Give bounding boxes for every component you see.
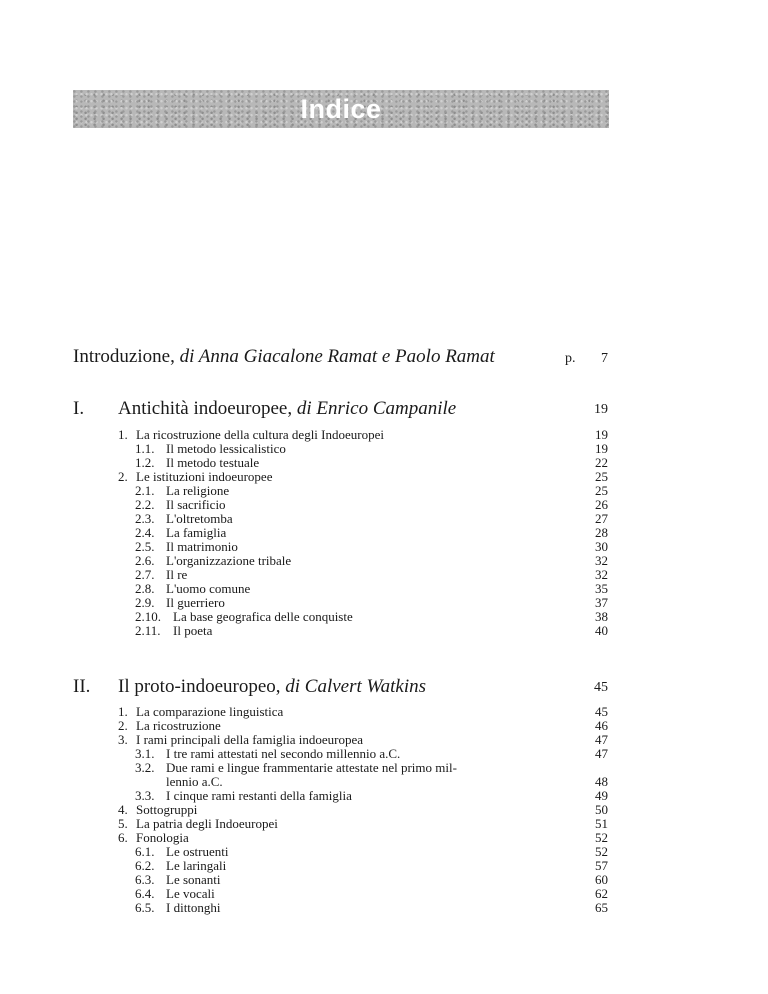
entry-page: 40: [595, 623, 608, 638]
toc-entry: [0, 568, 768, 582]
intro-page: 7: [601, 351, 608, 366]
entry-page: 35: [595, 581, 608, 596]
toc-entry: [0, 498, 768, 512]
entry-page: 25: [595, 469, 608, 484]
entry-page: 37: [595, 595, 608, 610]
entry-number: 6.5.: [135, 900, 155, 915]
entry-text: Il metodo testuale: [166, 455, 260, 470]
entry-number: 3.3.: [135, 788, 155, 803]
entry-text: Il poeta: [173, 623, 213, 638]
chapter-title: Il proto-indoeuropeo,: [118, 676, 281, 697]
toc-entry: [0, 554, 768, 568]
intro-entry: [73, 346, 495, 368]
entry-number: 3.1.: [135, 746, 155, 761]
entry-page: 26: [595, 497, 608, 512]
toc-entry: [0, 845, 768, 859]
toc-entry: [0, 887, 768, 901]
entry-page: 38: [595, 609, 608, 624]
toc-entry: [0, 733, 768, 747]
toc-entry: [0, 484, 768, 498]
entry-number: 5.: [118, 816, 128, 831]
toc-entry: [0, 428, 768, 442]
entry-page: 32: [595, 567, 608, 582]
entry-text: Le ostruenti: [166, 844, 229, 859]
entry-number: 2.2.: [135, 497, 155, 512]
page-abbrev-label: p.: [565, 351, 576, 366]
entry-page: 46: [595, 718, 608, 733]
toc-entry: [0, 456, 768, 470]
toc-entry-continuation: [0, 775, 768, 789]
entry-page: 49: [595, 788, 608, 803]
entry-text: La famiglia: [166, 525, 227, 540]
entry-number: 2.8.: [135, 581, 155, 596]
entry-page: 62: [595, 886, 608, 901]
toc-entry: [0, 470, 768, 484]
toc-entry: [0, 789, 768, 803]
entry-page: 57: [595, 858, 608, 873]
toc-entry: [0, 540, 768, 554]
entry-number: 2.1.: [135, 483, 155, 498]
entry-number: 6.4.: [135, 886, 155, 901]
entry-number: 4.: [118, 802, 128, 817]
entry-number: 6.2.: [135, 858, 155, 873]
entry-text: Le sonanti: [166, 872, 221, 887]
entry-number: 2.6.: [135, 553, 155, 568]
entry-text: I dittonghi: [166, 900, 221, 915]
entry-page: 48: [595, 774, 608, 789]
entry-number: 2.: [118, 718, 128, 733]
entry-text: Il metodo lessicalistico: [166, 441, 286, 456]
entry-number: 6.: [118, 830, 128, 845]
toc-entry: [0, 859, 768, 873]
entry-text: Le vocali: [166, 886, 215, 901]
entry-number: 1.: [118, 704, 128, 719]
chapter-heading: [118, 676, 426, 698]
entry-text: La religione: [166, 483, 230, 498]
toc-entry: [0, 705, 768, 719]
entry-page: 47: [595, 732, 608, 747]
intro-authors: di Anna Giacalone Ramat e Paolo Ramat: [179, 346, 495, 367]
entry-text: L'organizzazione tribale: [166, 553, 292, 568]
entry-number: 3.2.: [135, 760, 155, 775]
chapter-number: II.: [73, 676, 91, 697]
entry-text: Due rami e lingue frammentarie attestate nel primo mil-: [166, 760, 457, 775]
entry-text: I rami principali della famiglia indoeuropea: [136, 732, 364, 747]
entry-number: 2.5.: [135, 539, 155, 554]
chapter-page: 19: [594, 402, 608, 417]
toc-entry: [0, 582, 768, 596]
entry-number: 6.1.: [135, 844, 155, 859]
toc-entry: [0, 442, 768, 456]
entry-text: L'oltretomba: [166, 511, 233, 526]
entry-text: Il matrimonio: [166, 539, 238, 554]
entry-text: La comparazione linguistica: [136, 704, 284, 719]
entry-text: I tre rami attestati nel secondo millennio a.C.: [166, 746, 401, 761]
intro-title: Introduzione,: [73, 346, 175, 367]
entry-text: L'uomo comune: [166, 581, 251, 596]
entry-page: 32: [595, 553, 608, 568]
entry-number: 2.11.: [135, 623, 161, 638]
entry-page: 22: [595, 455, 608, 470]
entry-text: La ricostruzione della cultura degli Indoeuropei: [136, 427, 384, 442]
entry-text: La patria degli Indoeuropei: [136, 816, 278, 831]
chapter-author: di Enrico Campanile: [296, 398, 457, 419]
chapter-heading: [118, 398, 456, 420]
toc-entry: [0, 512, 768, 526]
entry-page: 19: [595, 427, 608, 442]
chapter-title: Antichità indoeuropee,: [118, 398, 293, 419]
entry-number: 1.: [118, 427, 128, 442]
title-banner: [73, 90, 609, 128]
entry-number: 2.: [118, 469, 128, 484]
entry-text: Le istituzioni indoeuropee: [136, 469, 273, 484]
entry-text: Il sacrificio: [166, 497, 226, 512]
chapter-number: I.: [73, 398, 85, 419]
entry-page: 25: [595, 483, 608, 498]
entry-page: 52: [595, 830, 608, 845]
toc-entry: [0, 719, 768, 733]
entry-number: 3.: [118, 732, 128, 747]
entry-number: 2.10.: [135, 609, 161, 624]
entry-text: La ricostruzione: [136, 718, 221, 733]
entry-text: lennio a.C.: [166, 774, 223, 789]
entry-number: 2.3.: [135, 511, 155, 526]
entry-page: 51: [595, 816, 608, 831]
entry-page: 28: [595, 525, 608, 540]
entry-number: 2.4.: [135, 525, 155, 540]
entry-page: 52: [595, 844, 608, 859]
entry-text: La base geografica delle conquiste: [173, 609, 353, 624]
entry-number: 2.7.: [135, 567, 155, 582]
entry-number: 1.1.: [135, 441, 155, 456]
toc-entry: [0, 610, 768, 624]
entry-page: 19: [595, 441, 608, 456]
toc-entry: [0, 624, 768, 638]
entry-page: 50: [595, 802, 608, 817]
toc-entry: [0, 596, 768, 610]
toc-entry: [0, 747, 768, 761]
toc-entry: [0, 831, 768, 845]
entry-text: Il guerriero: [166, 595, 225, 610]
entry-page: 65: [595, 900, 608, 915]
entry-page: 60: [595, 872, 608, 887]
entry-text: Il re: [166, 567, 188, 582]
toc-entry: [0, 803, 768, 817]
chapter-author: di Calvert Watkins: [285, 676, 427, 697]
toc-entry: [0, 901, 768, 915]
entry-page: 47: [595, 746, 608, 761]
entry-page: 45: [595, 704, 608, 719]
chapter-page: 45: [594, 680, 608, 695]
page-title: Indice: [300, 94, 382, 124]
entry-number: 2.9.: [135, 595, 155, 610]
entry-page: 30: [595, 539, 608, 554]
entry-page: 27: [595, 511, 608, 526]
toc-entry: [0, 817, 768, 831]
entry-text: Fonologia: [136, 830, 189, 845]
entry-text: I cinque rami restanti della famiglia: [166, 788, 352, 803]
toc-entry: [0, 761, 768, 775]
entry-text: Sottogruppi: [136, 802, 198, 817]
toc-entry: [0, 526, 768, 540]
toc-entry: [0, 873, 768, 887]
entry-number: 1.2.: [135, 455, 155, 470]
entry-text: Le laringali: [166, 858, 227, 873]
entry-number: 6.3.: [135, 872, 155, 887]
